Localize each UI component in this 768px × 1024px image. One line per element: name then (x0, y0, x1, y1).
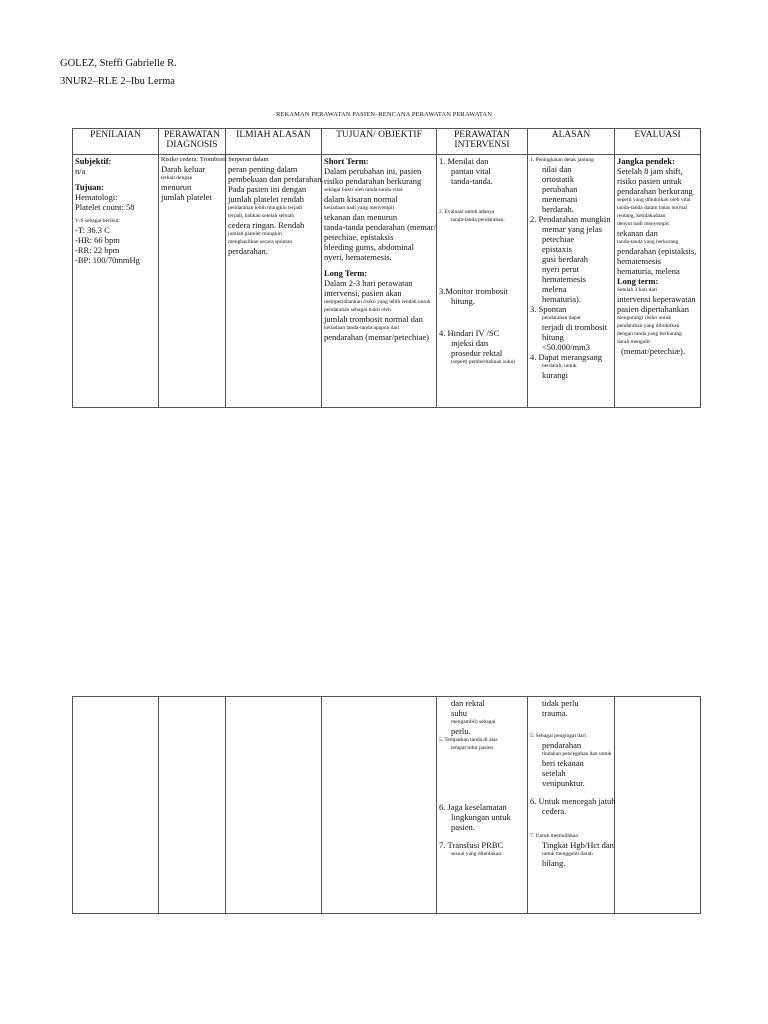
intervention-text: 5. Tempatkan tanda di atas (439, 737, 498, 743)
rationale-item: berdarah; untuk (542, 363, 577, 369)
item-number: 1. (439, 156, 446, 166)
rationale-item: petechiae (542, 234, 575, 244)
intervention-text: Transfusi PRBC (447, 840, 504, 850)
cell-alasan (528, 155, 615, 408)
rationale-item: beri tekanan (542, 758, 584, 768)
rationale-text: perdarahan. (228, 246, 268, 256)
cell-penilaian (73, 155, 159, 408)
vital-sign: -RR: 22 bpm (75, 245, 120, 255)
evaluation-text: tanda-tanda yang berkurang (617, 239, 679, 245)
diagnosis-text: Darah keluar (161, 164, 206, 174)
rationale-text: menghasilkan secara spontan (228, 239, 293, 245)
rationale-item: pendarahan dapat (542, 315, 581, 321)
column-header-diagnosis: PERAWATAN DIAGNOSIS (159, 129, 226, 155)
goal-text: jumlah trombosit normal dan (324, 314, 423, 324)
rationale-item: melena (542, 284, 567, 294)
student-name: GOLEZ, Steffi Gabrielle R. (60, 58, 177, 69)
long-term-label: Long Term: (324, 268, 368, 278)
cell-tujuan (322, 155, 437, 408)
intervention-text: Menilai dan (447, 156, 489, 166)
care-plan-table (72, 128, 701, 408)
intervention-text: hitung. (451, 296, 475, 306)
rationale-item: nyeri perut (542, 264, 580, 274)
column-header-intervensi: PERAWATAN INTERVENSI (437, 129, 528, 155)
evaluation-text: pendarahan berkurang (617, 186, 693, 196)
item-number: 6. (439, 802, 446, 812)
goal-text: intervensi, pasien akan (324, 288, 402, 298)
goal-text: pendarahan sebagai bukti oleh (324, 307, 391, 313)
rationale-item: pendarahan (542, 740, 582, 750)
diagnosis-text: menurun (161, 182, 192, 192)
evaluation-text: rentang, ketidakadaan (617, 213, 666, 219)
intervention-text: tanda-tanda pendarahan. (451, 217, 505, 223)
rationale-item: Pendarahan mungkin (538, 214, 611, 224)
rationale-item: Spontan (538, 304, 567, 314)
rationale-item: 1. Peningkatan detak jantung (530, 157, 594, 163)
intervention-text: Hindari IV /SC (447, 328, 500, 338)
cell-diagnosis-empty (159, 697, 226, 914)
goal-text: tekanan dan menurun (324, 212, 398, 222)
evaluation-text: tanda-tanda dalam batas normal (617, 205, 688, 211)
evaluation-text: mengurangi risiko untuk (617, 315, 672, 321)
rationale-text: pembekuan dan perdarahan. (228, 174, 324, 184)
goal-text: dalam kisaran normal (324, 194, 398, 204)
evaluation-text: risiko pasien untuk (617, 176, 682, 186)
evaluation-text: darah mengalir (617, 339, 651, 345)
rationale-item: trauma. (542, 708, 568, 718)
vital-sign: -HR: 66 bpm (75, 235, 120, 245)
column-header-penilaian: PENILAIAN (73, 129, 159, 155)
rationale-item: hitung (542, 332, 564, 342)
rationale-item: 5. Sebagai pengingat dari (530, 733, 586, 739)
evaluation-text: hematuria, melena (617, 266, 680, 276)
rationale-item: Tingkat Hgb/Hct dan (542, 840, 614, 850)
cell-intervensi (437, 697, 528, 914)
short-term-label: Short Term: (324, 156, 369, 166)
rationale-item: terjadi di trombosit (542, 322, 608, 332)
intervention-text: mengambil) sebagai (451, 719, 496, 725)
rationale-text: jumlah platelet mungkin (228, 231, 282, 237)
intervention-text: Jaga keselamatan (447, 802, 507, 812)
column-header-evaluasi: EVALUASI (615, 129, 701, 155)
long-term-eval-label: Long term: (617, 276, 659, 286)
evaluation-text: pasien dipertahankan (617, 304, 689, 314)
intervention-text: lingkungan untuk (451, 812, 511, 822)
item-number: 3. (530, 304, 537, 314)
rationale-item: setelah (542, 768, 566, 778)
item-number: 3. (439, 286, 446, 296)
item-number: 7. (439, 840, 446, 850)
rationale-item: memar yang jelas (542, 224, 602, 234)
evaluation-text: Setelah 3 hari dari (617, 287, 658, 293)
goal-text: tanda-tanda pendarahan (memar/ (324, 222, 436, 232)
goal-text: Dalam 2-3 hari perawatan (324, 278, 413, 288)
rationale-item: berdarah. (542, 204, 574, 214)
cell-ilmiah-empty (226, 697, 322, 914)
item-number: 2. (530, 214, 537, 224)
column-header-ilmiah: ILMIAH ALASAN (226, 129, 322, 155)
evaluation-text: pendarahan (epistaksis, (617, 246, 697, 256)
rationale-text: peran penting dalam (228, 164, 298, 174)
rationale-item: cedera. (542, 806, 567, 816)
objective-text: Hematologi: (75, 192, 118, 202)
rationale-item: hilang. (542, 858, 566, 868)
subjective-label: Subjektif: (75, 156, 112, 166)
rationale-item: menemani (542, 194, 578, 204)
cell-ilmiah (226, 155, 322, 408)
goal-text: pendarahan (memar/petechiae) (324, 332, 430, 342)
intervention-text: dan rektal (451, 698, 485, 708)
goal-text: nyeri, hematemesis. (324, 252, 392, 262)
document-title: REKAMAN PERAWATAN PASIEN–RENCANA PERAWATAN PERAWATAN (276, 111, 492, 118)
rationale-item: <50.000/mm3 (542, 342, 591, 352)
rationale-item: 7. Untuk memulihkan (530, 833, 579, 839)
cell-intervensi (437, 155, 528, 408)
table-header-row (73, 129, 701, 155)
diagnosis-text: Risiko cedera: Trombosit berperan dalam (161, 156, 269, 163)
subjective-value: n/a (75, 166, 86, 176)
intervention-text: tanda-tanda. (451, 176, 493, 186)
rationale-item: nilai dan (542, 164, 572, 174)
evaluation-text: pendarahan yang dibuktikan (617, 323, 680, 329)
goal-text: ketiadaan tanda-tanda apapun dari (324, 325, 400, 331)
intervention-text: sesuai yang ditentukan. (451, 851, 503, 857)
rationale-item: hematemesis (542, 274, 586, 284)
rationale-item: gusi berdarah (542, 254, 589, 264)
rationale-item: perubahan (542, 184, 578, 194)
rationale-item: hematuria). (542, 294, 581, 304)
course-section: 3NUR2–RLE 2–Ibu Lerma (60, 76, 175, 87)
rationale-item: tindakan pencegahan dan untuk (542, 751, 612, 757)
rationale-text: jumlah platelet rendah (228, 194, 304, 204)
intervention-text: Monitor trombosit (445, 286, 508, 296)
rationale-item: kurangi (542, 370, 568, 380)
intervention-text: (seperti pemberitahuan suhu) (451, 359, 516, 365)
intervention-text: 2. Evaluasi untuk adanya (439, 209, 495, 215)
cell-evaluasi (615, 155, 701, 408)
item-number: 4. (439, 328, 446, 338)
column-header-alasan: ALASAN (528, 129, 615, 155)
rationale-item: venipunktur. (542, 778, 585, 788)
evaluation-text: intervensi keperawatan (617, 294, 696, 304)
intervention-text: perlu. (451, 726, 471, 736)
rationale-text: terjadi, bahkan setelah sebuah (228, 213, 294, 219)
rationale-item: Untuk mencegah jatuh (538, 796, 616, 806)
intervention-text: suhu (451, 708, 468, 718)
evaluation-text: (memar/petechiæ). (621, 346, 685, 356)
evaluation-text: dengan tanda yang berkurang (617, 331, 682, 337)
rationale-item: tidak perlu (542, 698, 579, 708)
vital-signs-label: V/S sebagai berikut: (75, 218, 120, 224)
intervention-text: pantau vital (451, 166, 491, 176)
intervention-text: pasien. (451, 822, 475, 832)
evaluation-text: denyut nadi menyempit (617, 221, 669, 227)
diagnosis-text: terkait dengan (161, 175, 193, 181)
short-term-eval-label: Jangka pendek: (617, 156, 675, 166)
evaluation-text: hematemesis (617, 256, 661, 266)
item-number: 6. (530, 796, 537, 806)
table-row (73, 697, 701, 914)
evaluation-text: Setelah 8 jam shift, (617, 166, 683, 176)
care-plan-table-continued (72, 696, 701, 914)
intervention-text: prosedur rektal (451, 348, 503, 358)
goal-text: Dalam perubahan ini, pasien (324, 166, 422, 176)
rationale-item: epistaxis (542, 244, 572, 254)
intervention-text: tempat tidur pasien. (451, 745, 495, 751)
cell-alasan (528, 697, 615, 914)
goal-text: petechiae, epistaksis (324, 232, 394, 242)
objective-text: Platelet count: 58 (75, 202, 135, 212)
item-number: 4. (530, 352, 537, 362)
table-row (73, 155, 701, 408)
vital-sign: -T: 36.3 C (75, 225, 110, 235)
vital-sign: -BP: 100/70mmHg (75, 255, 140, 265)
goal-text: bleeding gums, abdominal (324, 242, 414, 252)
cell-penilaian-empty (73, 697, 159, 914)
rationale-item: Dapat merangsang (538, 352, 602, 362)
goal-text: mempertahankan risiko yang lebih rendah untuk (324, 299, 431, 305)
goal-text: sebagai bukti oleh tanda-tanda vital (324, 187, 403, 193)
diagnosis-text: jumlah platelet (161, 192, 212, 202)
column-header-tujuan: TUJUAN/ OBJEKTIF (322, 129, 437, 155)
evaluation-text: seperti yang dibuktikan oleh vital (617, 197, 691, 203)
intervention-text: injeksi dan (451, 338, 489, 348)
rationale-text: cedera ringan. Rendah (228, 220, 305, 230)
cell-tujuan-empty (322, 697, 437, 914)
objective-label: Tujuan: (75, 182, 104, 192)
evaluation-text: tekanan dan (617, 228, 658, 238)
rationale-text: pendarahan lebih mungkin terjadi (228, 205, 303, 211)
cell-evaluasi-empty (615, 697, 701, 914)
goal-text: ketiadaan nadi yang menyempit (324, 205, 395, 211)
rationale-item: ortostatik (542, 174, 575, 184)
rationale-text: Pada pasien ini dengan (228, 184, 307, 194)
goal-text: risiko pendarahan berkurang (324, 176, 422, 186)
rationale-item: untuk mengganti darah (542, 851, 593, 857)
